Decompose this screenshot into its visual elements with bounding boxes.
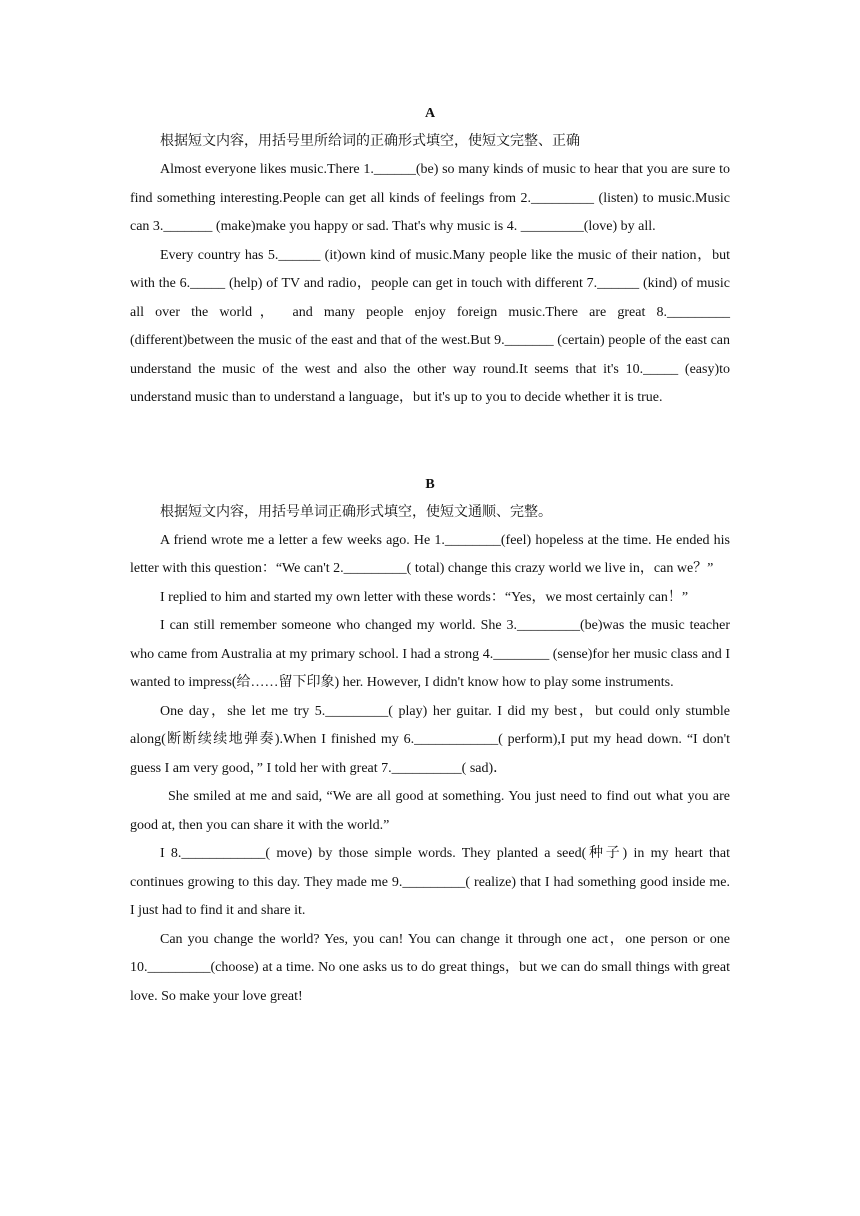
section-b-paragraph-1: A friend wrote me a letter a few weeks ago. He 1.________(feel) hopeless at the time. He ended his letter with this question：“We can't 2._________( total) change this crazy world we live in，can we？” xyxy=(130,532,730,576)
section-a-instruction: 根据短文内容，用括号里所给词的正确形式填空，使短文完整、正确 xyxy=(160,134,580,149)
section-b-paragraph-7: Can you change the world? Yes, you can! You can change it through one act，one person or one 10._________(choose) at a time. No one asks us to do great things，but we can do small things with great love. So make your love great! xyxy=(130,931,730,1004)
section-b xyxy=(130,471,730,1012)
section-a-paragraph-2: Every country has 5.______ (it)own kind of music.Many people like the music of their nation，but with the 6._____ (help) of TV and radio，people can get in touch with different 7.______ (kind) of music all over the world， and many people enjoy foreign music.There are great 8._________ (different)between the music of the east and that of the west.But 9._______ (certain) people of the east can understand the music of the west and also the other way round.It seems that it's 10._____ (easy)to understand music than to understand a language，but it's up to you to decide whether it is true. xyxy=(130,247,730,405)
section-divider-space xyxy=(130,413,730,471)
section-a-title: A xyxy=(424,106,436,121)
section-b-paragraph-2: I replied to him and started my own letter with these words：“Yes，we most certainly can！” xyxy=(160,589,689,605)
section-a-paragraph-1: Almost everyone likes music.There 1.______(be) so many kinds of music to hear that you are sure to find something interesting.People can get all kinds of feelings from 2._________ (listen) to music.Music can 3._______ (make)make you happy or sad. That's why music is 4. _________(love) by all. xyxy=(130,162,730,234)
section-b-paragraph-5: She smiled at me and said, “We are all good at something. You just need to find out what you are good at, then you can share it with the world.” xyxy=(130,789,730,833)
section-b-paragraph-6: I 8.____________( move) by those simple words. They planted a seed(种子) in my heart that continues growing to this day. They made me 9._________( realize) that I had something good inside me. I just had to find it and share it. xyxy=(130,846,730,918)
section-a xyxy=(130,100,730,413)
section-b-paragraph-3: I can still remember someone who changed my world. She 3._________(be)was the music teacher who came from Australia at my primary school. I had a strong 4.________ (sense)for her music class and I wanted to impress(给……留下印象) her. However, I didn't know how to play some instruments. xyxy=(130,618,730,690)
section-b-title: B xyxy=(425,476,435,492)
section-b-paragraph-4: One day，she let me try 5._________( play) her guitar. I did my best，but could only stumble along(断断续续地弹奏).When I finished my 6.____________( perform),I put my head down. “I don't guess I am very good，” I told her with great 7.__________( sad)． xyxy=(130,703,730,776)
document-page xyxy=(130,100,730,1011)
section-b-instruction: 根据短文内容，用括号单词正确形式填空，使短文通顺、完整。 xyxy=(160,504,552,520)
